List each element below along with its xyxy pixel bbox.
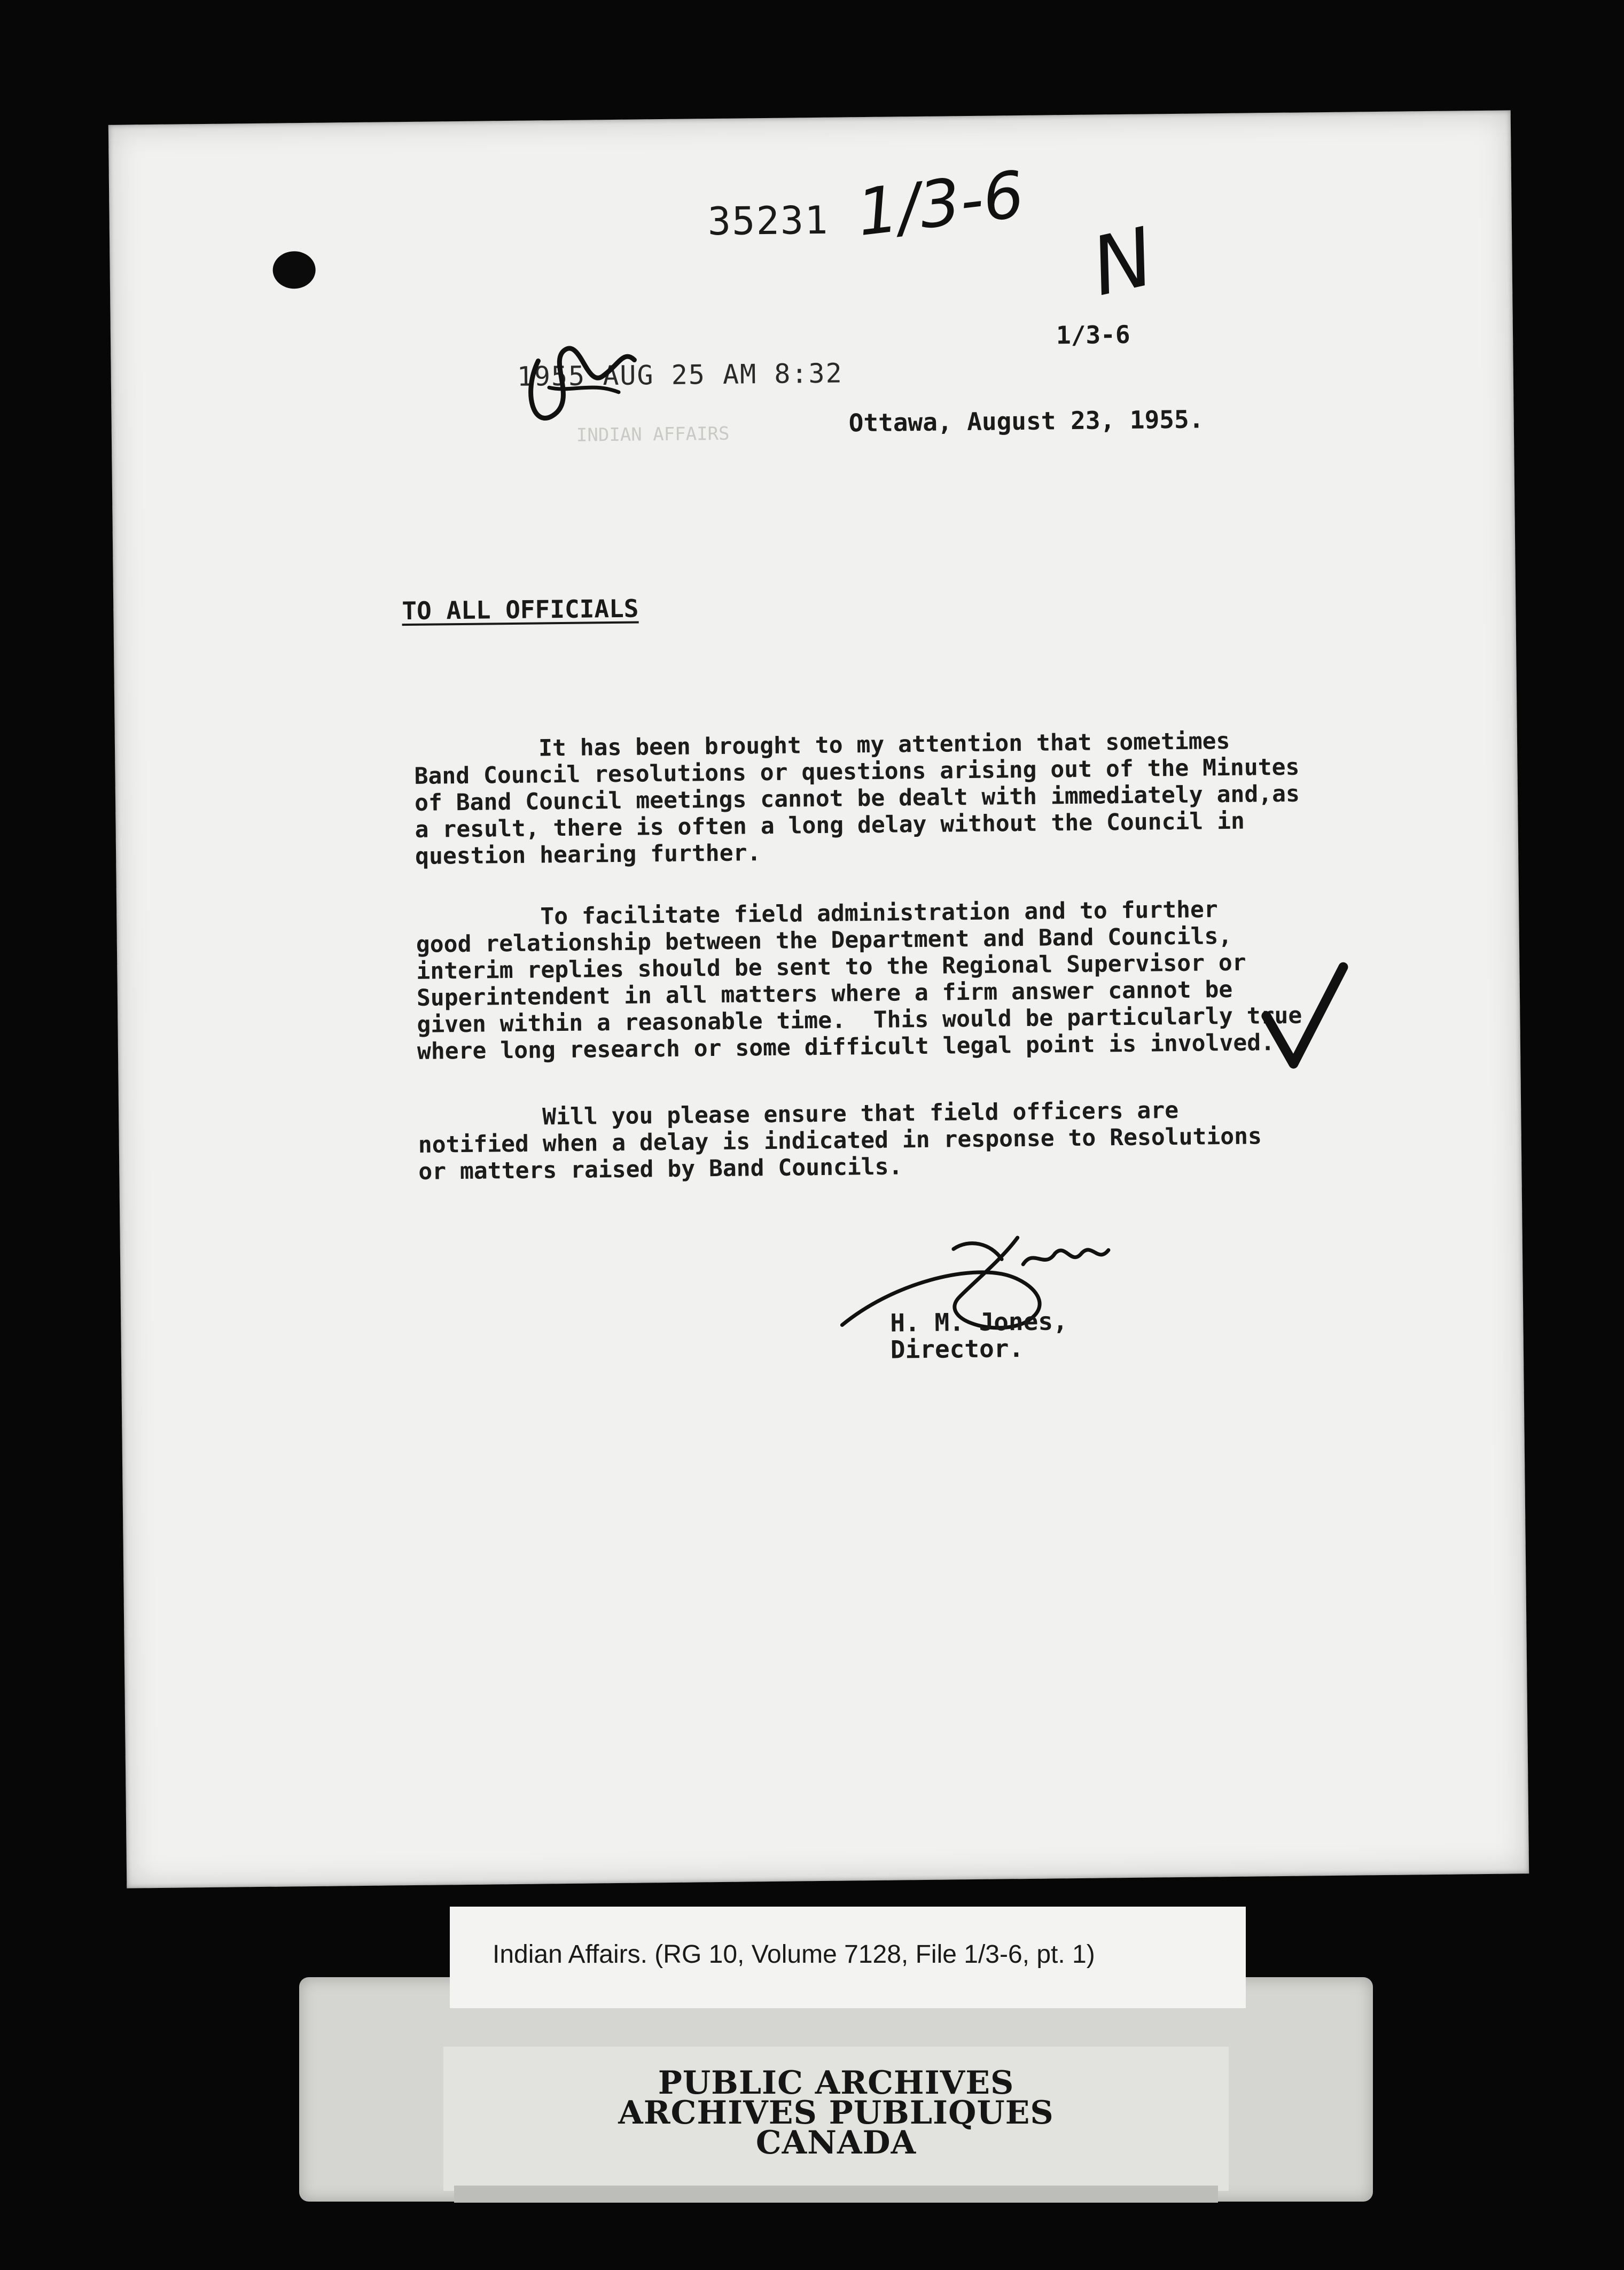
signatory-title: Director. xyxy=(890,1334,1024,1364)
holder-base xyxy=(454,2186,1218,2203)
body-line: notified when a delay is indicated in response to Resolutions xyxy=(418,1123,1262,1159)
handwritten-file-ref: 1/3-6 xyxy=(853,158,1028,251)
punch-hole xyxy=(272,251,316,289)
body-line: To facilitate field administration and to further xyxy=(416,896,1219,931)
body-line: interim replies should be sent to the Regional Supervisor or xyxy=(416,949,1246,985)
salutation: TO ALL OFFICIALS xyxy=(402,594,639,626)
signatory-name: H. M. Jones, xyxy=(890,1307,1068,1338)
archive-holder xyxy=(299,1977,1373,2202)
body-line: where long research or some difficult legal point is involved. xyxy=(417,1029,1275,1065)
body-line: of Band Council meetings cannot be dealt with immediately and,as xyxy=(414,780,1300,817)
archive-line: CANADA xyxy=(755,2124,917,2162)
archive-line: PUBLIC ARCHIVES xyxy=(658,2064,1014,2102)
initials-scribble xyxy=(517,328,641,436)
body-line: or matters raised by Band Councils. xyxy=(418,1153,903,1185)
file-number-stamp: 35231 xyxy=(707,197,829,244)
archive-label-plate xyxy=(443,2047,1229,2191)
body-line: good relationship between the Department and Band Councils, xyxy=(416,922,1232,958)
body-line: Superintendent in all matters where a firm answer cannot be xyxy=(416,976,1233,1012)
received-stamp: 1955 AUG 25 AM 8:32 xyxy=(517,357,843,392)
caption-card xyxy=(450,1907,1246,2008)
check-mark xyxy=(1250,956,1357,1080)
body-line: given within a reasonable time. This would be particularly true xyxy=(417,1002,1302,1038)
file-reference: 1/3-6 xyxy=(1056,320,1130,350)
faint-dept-stamp: INDIAN AFFAIRS xyxy=(576,423,730,446)
body-line: a result, there is often a long delay without the Council in xyxy=(415,807,1245,843)
archive-line: ARCHIVES PUBLIQUES xyxy=(618,2094,1054,2132)
body-line: question hearing further. xyxy=(415,839,761,870)
body-line: It has been brought to my attention that sometimes xyxy=(413,727,1230,763)
handwritten-initial: N xyxy=(1083,210,1162,315)
body-line: Band Council resolutions or questions arising out of the Minutes xyxy=(414,753,1300,790)
body-line: Will you please ensure that field officers are xyxy=(418,1097,1179,1132)
caption-text: Indian Affairs. (RG 10, Volume 7128, File 1/3-6, pt. 1) xyxy=(493,1940,1095,1969)
letter-sheet xyxy=(108,110,1529,1888)
place-date: Ottawa, August 23, 1955. xyxy=(848,405,1204,438)
